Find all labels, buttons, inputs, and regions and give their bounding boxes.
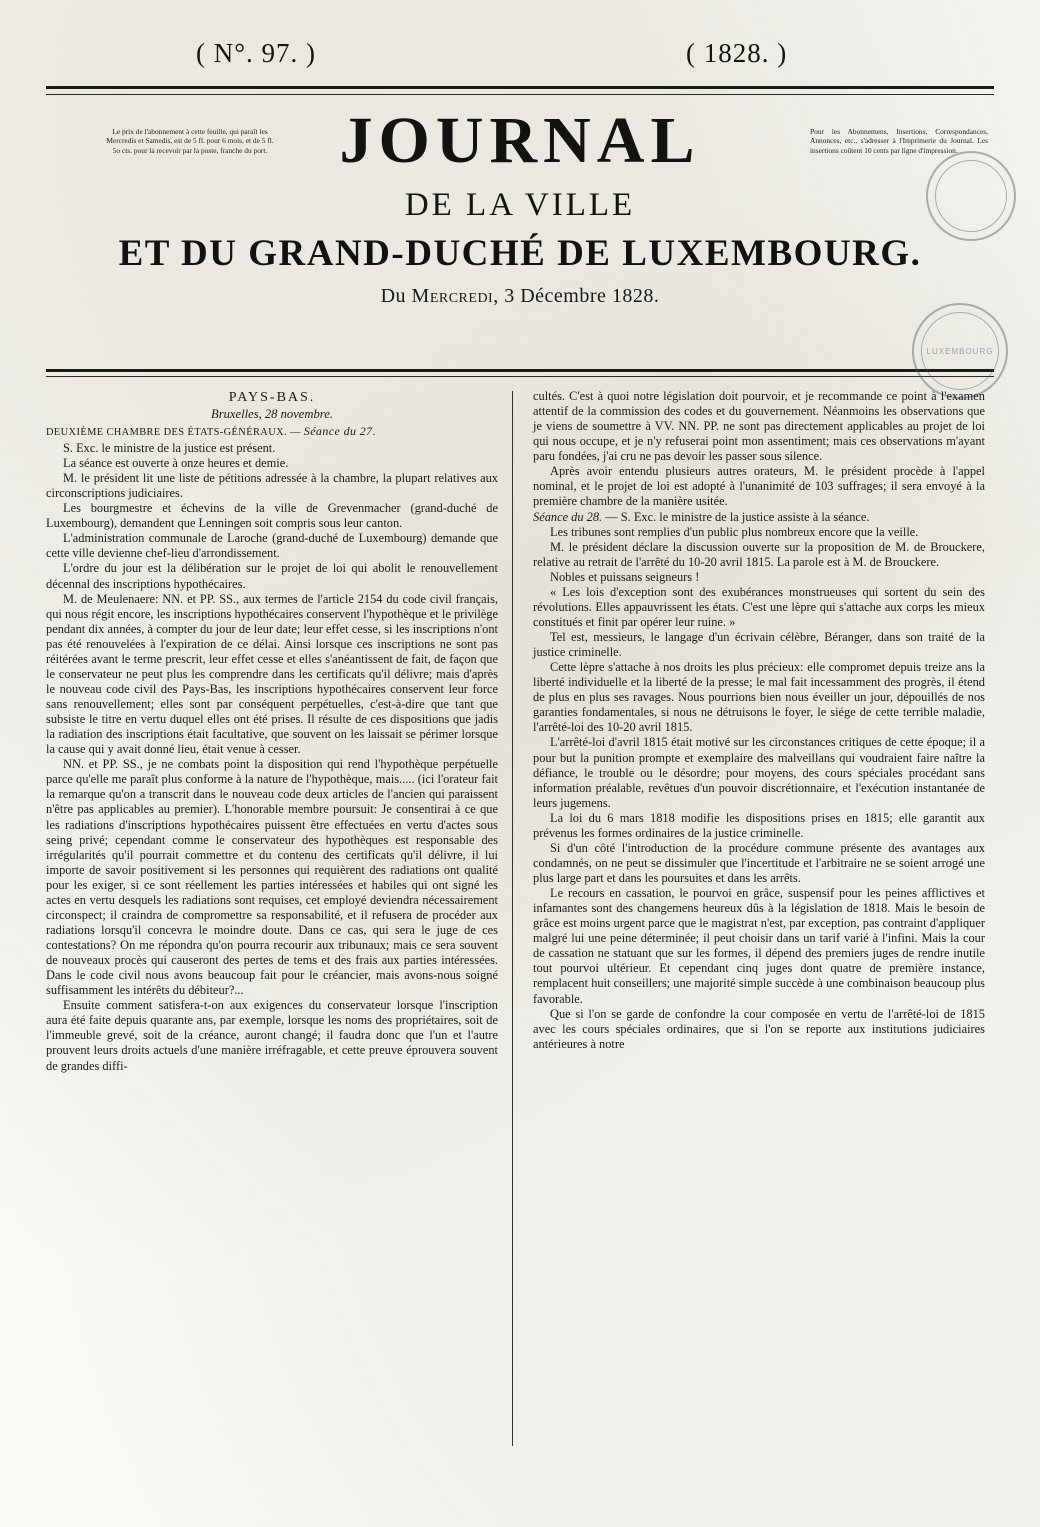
paragraph: Tel est, messieurs, le langage d'un écrivain célèbre, Béranger, dans son traité de la justice criminelle. (533, 630, 985, 660)
session-heading-label: Séance du 28. (533, 509, 603, 524)
paragraph: Nobles et puissans seigneurs ! (550, 569, 700, 584)
paragraph: M. le président déclare la discussion ouverte sur la proposition de M. de Brouckere, relative au retrait de l'arrêté du 10-20 avril 1815. La parole est à M. de Brouckere. (533, 539, 985, 569)
masthead-subtitle-1: DE LA VILLE (404, 187, 636, 223)
paragraph: Le recours en cassation, le pourvoi en grâce, suspensif pour les peines afflictives et infamantes sont des changemens heureux dûs à la législation de 1818. Mais le besoin de grâce est moins urgent parce que le magistrat n'est, par exception, pas contraint d'appliquer malgré lui une peine déterminée; il peut choisir dans un tarif varié à l'infini. Mais la cour de cassation ne statuant que sur les formes, il dépend des premiers juges de rendre inutile tout pourvoi ultérieur. Et cependant cinq juges dont quatre de première instance, remplacent huit conseillers; une majorité simple succède à une combinaison beaucoup plus favorable. (533, 886, 985, 1006)
date-rest: , 3 Décembre 1828. (493, 285, 660, 307)
paragraph: L'ordre du jour est la délibération sur le projet de loi qui abolit le renouvellement décennal des inscriptions hypothécaires. (46, 561, 498, 591)
newspaper-sheet (46, 30, 994, 1498)
paragraph: La séance est ouverte à onze heures et demie. (63, 456, 289, 470)
paragraph: cultés. C'est à quoi notre législation doit pourvoir, et je recommande ce point à l'examen attentif de la commission des codes et du gouvernement. Néanmoins les observations que je viens de soumettre à VV. NN. PP. ne sont pas directement applicables au projet de loi qui nous occupe, et je n'y refuserai point mon assentiment; mais ces observations m'ayant paru fondées, j'ai cru ne pas devoir les passer sous silence. (533, 389, 985, 464)
paragraph: Que si l'on se garde de confondre la cour composée en vertu de l'arrêté-loi de 1815 avec les cours spéciales ordinaires, que si l'on se reporte aux institutions judiciaires antérieures à notre (533, 1006, 985, 1051)
archive-stamp-icon (912, 303, 1008, 399)
paragraph: L'administration communale de Laroche (grand-duché de Luxembourg) demande que cette ville devienne chef-lieu d'arrondissement. (46, 531, 498, 561)
paragraph: Les tribunes sont remplies d'un public plus nombreux encore que la veille. (550, 524, 919, 539)
issue-number: ( N°. 97. ) (196, 38, 317, 68)
paragraph: « Les lois d'exception sont des exubérances monstrueuses qui sortent du sein des révolutions. Elles appauvrissent les états. C'est une lèpre qui s'attache aux corps les mieux constitués et finit par opérer leur ruine. » (533, 584, 985, 629)
session-heading-rest: — S. Exc. le ministre de la justice assiste à la séance. (602, 509, 870, 524)
paragraph: Si d'un côté l'introduction de la procédure commune présente des avantages aux condamnés, on ne peut se dissimuler que l'incertitude et l'arbitraire ne se soient arrogé une plus large part et dans les poursuites et dans les arrêts. (533, 840, 985, 885)
library-stamp-inner-ring (935, 160, 1007, 232)
date-weekday: Mercredi (411, 285, 494, 307)
paragraph: La loi du 6 mars 1818 modifie les dispositions prises en 1815; elle garantit aux prévenus les formes ordinaires de la justice criminelle. (533, 810, 985, 840)
rule-top (46, 86, 994, 95)
paragraph: NN. et PP. SS., je ne combats point la disposition qui rend l'hypothèque perpétuelle parce qu'elle me paraît plus conforme à la nature de l'hypothèque, mais..... (ici l'orateur fait la remarque qu'on a transcrit dans le nouveau code deux articles de l'ancien qui paraissent n'être pas applicables au premier). L'honorable membre poursuit: Je consentirai à ce que les radiations d'inscriptions hypothécaires puissent être effectuées en vertu d'actes sous seing privé; cependant comme le conservateur des hypothèques est responsable des irrégularités qu'il pourrait commettre et du contenu des certificats qu'il délivre, il lui importe de savoir positivement si les personnes qui requièrent des radiations ont qualité pour les exiger, si ce sont réellement les parties intéressées et habiles qui ont signé les actes en vertu desquels les radiations sont requises, cet employé deviendra nécessairement circonspect; il craindra de compromettre sa responsabilité, et il refusera de procéder aux radiations lorsqu'il concevra le moindre doute. Dans ce cas, qui sera le juge de ces contestations? On me répondra qu'on pourra recourir aux tribunaux; mais ce sera souvent de nouveaux procès qui causeront des pertes de tems et des frais aux parties intéressées. Dans le code civil nous avons beaucoup fait pour le créancier, mais avons-nous soigné suffisamment les intérêts du débiteur?... (46, 757, 498, 998)
paragraph: Cette lèpre s'attache à nos droits les plus précieux: elle compromet depuis treize ans la liberté individuelle et la liberté de la presse; le mal fait incessamment des progrès, il étend de plus en plus ses ravages. Nous pourrions bien nous éveiller un jour, dépouillés de nos garanties fondamentales, si nous ne détruisons le foyer, le siége de cette terrible maladie, l'arrêté-loi des 10-20 avril 1815. (533, 660, 985, 735)
date-prefix: Du (380, 285, 407, 307)
masthead-subtitle-2: ET DU GRAND-DUCHÉ DE LUXEMBOURG. (118, 233, 922, 274)
chamber-heading-session: Séance du 27. (303, 424, 376, 439)
paragraph: M. de Meulenaere: NN. et PP. SS., aux termes de l'article 2154 du code civil français, qui nous régit encore, les inscriptions hypothécaires conservent l'hypothèque et le privilège pendant dix années, à compter du jour de leur date; leur effet cesse, si les inscriptions n'ont pas été renouvelées à l'expiration de ce délai. Ainsi lorsque ces inscriptions ne sont pas réitérées avant le terme prescrit, leur effet cesse et elles s'anéantissent de fait, de façon que le conservateur ne peut plus les comprendre dans les certificats qu'il délivre; mais d'après le nouveau code civil des Pays-Bas, les inscriptions hypothécaires conservent leur force sans renouvellement; elles sont par conséquent perpétuelles, c'est-à-dire que tant que subsiste le titre en vertu duquel elles ont été prises. Il résulte de ces dispositions que jadis la radiation des inscriptions était facultative, que souvent on les laissait se périmer lorsque la cause qui y avait donné lieu, était venue à cesser. (46, 591, 498, 757)
paragraph: S. Exc. le ministre de la justice est présent. (63, 440, 276, 455)
column-left (46, 389, 512, 1446)
masthead-block (46, 103, 994, 356)
rule-below-masthead (46, 369, 994, 377)
masthead-date (46, 285, 994, 308)
archive-stamp-text: LUXEMBOURG (921, 312, 999, 390)
paragraph: Après avoir entendu plusieurs autres orateurs, M. le président procède à l'appel nominal, et le projet de loi est adopté à l'unanimité de 103 suffrages; il sera envoyé à la première chambre de la manière usitée. (533, 464, 985, 509)
subscription-price-notice: Le prix de l'abonnement à cette feuille, qui paraît les Mercredis et Samedis, est de 5 fl. pour 6 mois, et de 5 fl. 5o cts. pour la recevoir par la poste, franche du port. (106, 127, 274, 155)
paragraph: Ensuite comment satisfera-t-on aux exigences du conservateur lorsque l'inscription aura été faite depuis quarante ans, par exemple, lorsque les noms des propriétaires, soit de l'immeuble grevé, soit de la créance, auront changé; il faudra donc que l'un et l'autre prouvent leurs droits actuels d'une manière irréfragable, et cette preuve éprouvera souvent de grandes diffi- (46, 998, 498, 1073)
paragraph: M. le président lit une liste de pétitions adressée à la chambre, la plupart relatives aux circonscriptions judiciaires. (46, 471, 498, 501)
masthead-title: JOURNAL (339, 104, 701, 177)
paragraph: Les bourgmestre et échevins de la ville de Grevenmacher (grand-duché de Luxembourg), demandent que Lenningen soit compris sous leur canton. (46, 501, 498, 531)
column-right (513, 389, 985, 1446)
section-title: PAYS-BAS. (228, 390, 316, 405)
library-stamp-icon (926, 151, 1016, 241)
session-heading (533, 510, 985, 525)
issue-year: ( 1828. ) (686, 38, 788, 68)
article-columns (46, 389, 994, 1446)
advertising-notice: Pour les Abonnemens, Insertions, Correspondances, Annonces, etc., s'adresser à l'Imprimerie du Journal. Les insertions coûtent 10 cents par ligne d'impression. (810, 127, 988, 155)
chamber-heading-prefix: DEUXIÈME CHAMBRE DES ÉTATS-GÉNÉRAUX. — (46, 427, 301, 439)
paragraph: L'arrêté-loi d'avril 1815 était motivé sur les circonstances critiques de cette époque; il a pour but la punition prompte et exemplaire des malveillans qui voudraient faire naître la défiance, le trouble ou le désordre; pour moyens, des cours spéciales procédant sans information préalable, revêtues d'un pouvoir discrétionnaire, et l'exécution instantanée de leurs jugemens. (533, 735, 985, 810)
issue-row (46, 30, 994, 82)
dateline: Bruxelles, 28 novembre. (211, 407, 333, 421)
chamber-heading (46, 424, 498, 440)
